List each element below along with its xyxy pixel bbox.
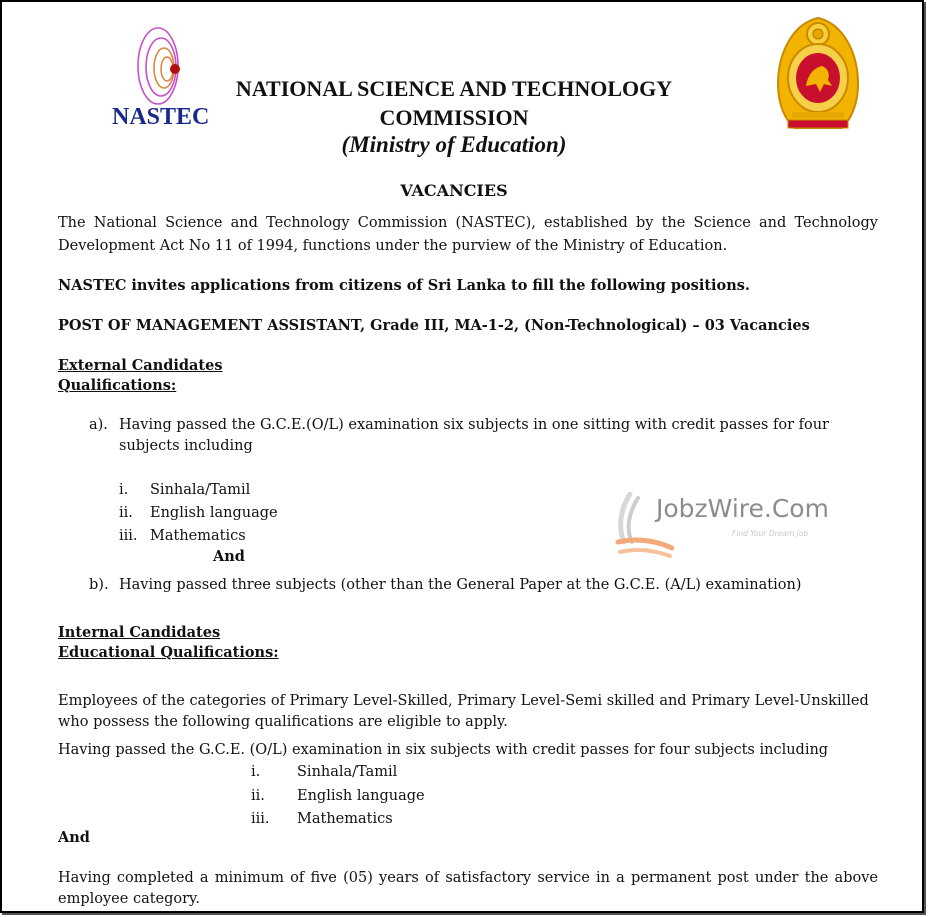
ext-subject-num: i. bbox=[119, 482, 129, 498]
ext-subject-name: English language bbox=[150, 505, 278, 521]
item-b-text: Having passed three subjects (other than the General Paper at the G.C.E. (A/L) examination) bbox=[119, 577, 802, 593]
int-subject-name: Sinhala/Tamil bbox=[297, 764, 398, 780]
ext-subject-num: ii. bbox=[119, 505, 133, 521]
int-subject-name: English language bbox=[297, 788, 425, 804]
int-subject-num: i. bbox=[251, 764, 261, 780]
intro-paragraph: The National Science and Technology Commission (NASTEC), established by the Science and Technology Development Act No 11 of 1994, functions under the purview of the Ministry of Education. bbox=[58, 215, 878, 254]
title-line-2: COMMISSION bbox=[379, 105, 529, 130]
int-subject-name: Mathematics bbox=[297, 811, 393, 827]
int-subject-num: ii. bbox=[251, 788, 265, 804]
page-heading: VACANCIES bbox=[400, 181, 508, 200]
nastec-logo-text: NASTEC bbox=[112, 104, 210, 130]
ext-subject-name: Mathematics bbox=[150, 528, 246, 544]
external-qualifications-title: Qualifications: bbox=[58, 377, 177, 394]
item-b-marker: b). bbox=[89, 577, 109, 593]
watermark bbox=[614, 492, 844, 562]
subtitle: (Ministry of Education) bbox=[341, 132, 567, 157]
external-and: And bbox=[213, 548, 245, 565]
post-title: POST OF MANAGEMENT ASSISTANT, Grade III, MA-1-2, (Non-Technological) – 03 Vacancies bbox=[58, 317, 810, 334]
internal-eligibility: Employees of the categories of Primary Level-Skilled, Primary Level-Semi skilled and Primary Level-Unskilled who possess the following qualifications are eligible to apply. bbox=[58, 693, 869, 730]
item-a-text-2: subjects including bbox=[119, 438, 253, 454]
internal-and: And bbox=[58, 829, 90, 846]
watermark-tagline: Find Your Dream Job bbox=[732, 529, 809, 538]
ext-subject-name: Sinhala/Tamil bbox=[150, 482, 251, 498]
item-a-marker: a). bbox=[89, 417, 108, 433]
internal-service: Having completed a minimum of five (05) years of satisfactory service in a permanent post under the above employee category. bbox=[58, 870, 878, 907]
int-subject-num: iii. bbox=[251, 811, 270, 827]
item-a-text-1: Having passed the G.C.E.(O/L) examination six subjects in one sitting with credit passes for four bbox=[119, 417, 829, 433]
internal-qualifications-title: Educational Qualifications: bbox=[58, 644, 279, 661]
title-line-1: NATIONAL SCIENCE AND TECHNOLOGY bbox=[235, 76, 673, 101]
external-title: External Candidates bbox=[58, 357, 223, 374]
ext-subject-num: iii. bbox=[119, 528, 138, 544]
internal-title: Internal Candidates bbox=[58, 624, 221, 641]
internal-ol-line: Having passed the G.C.E. (O/L) examination in six subjects with credit passes for four subjects including bbox=[58, 742, 829, 758]
invite-line: NASTEC invites applications from citizens of Sri Lanka to fill the following positions. bbox=[58, 277, 750, 294]
watermark-text: JobzWire.Com bbox=[656, 494, 829, 523]
